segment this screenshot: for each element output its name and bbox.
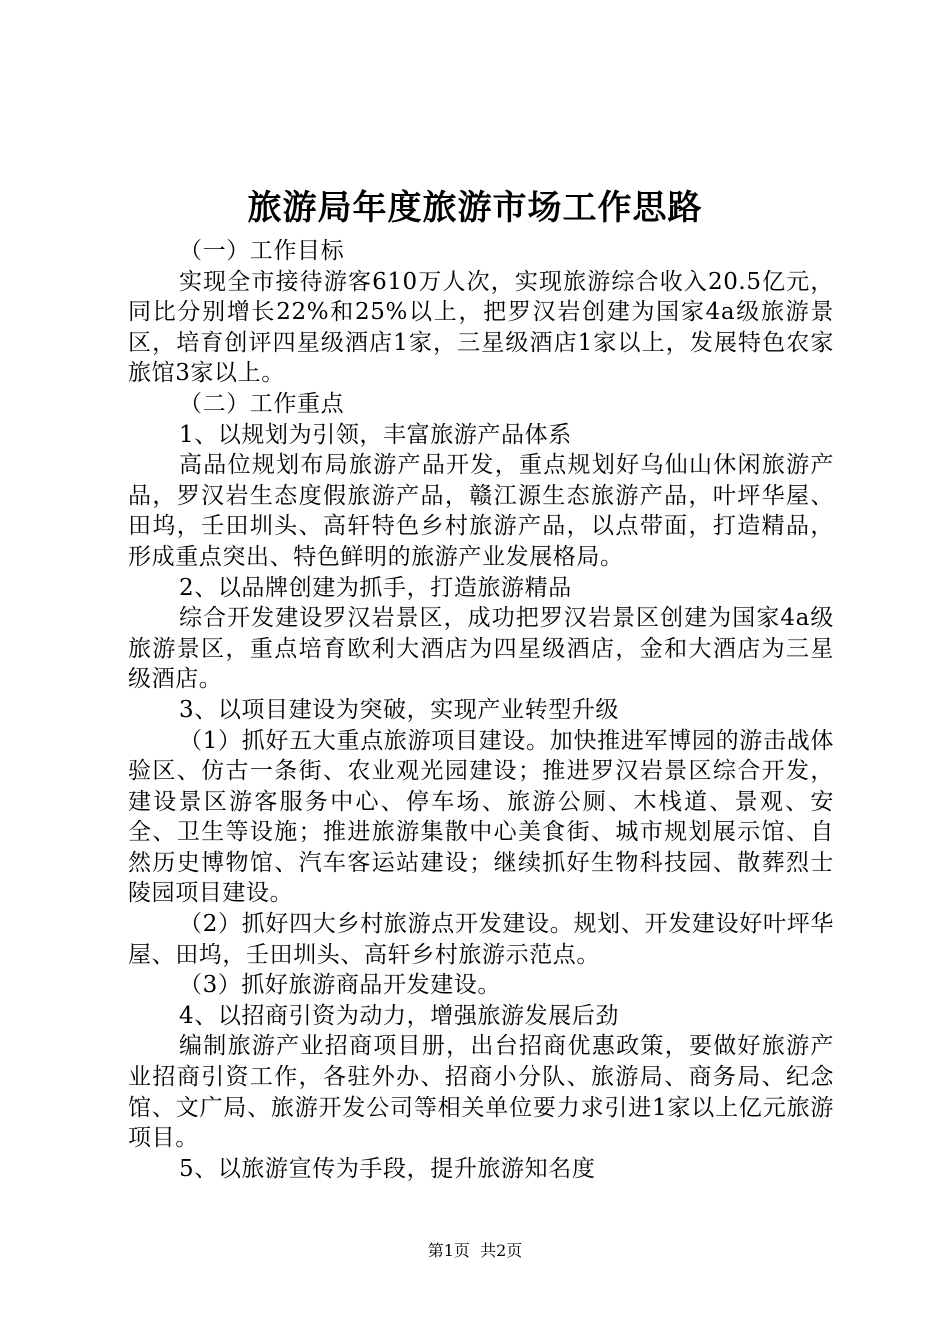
- paragraph: 实现全市接待游客610万人次，实现旅游综合收入20.5亿元，同比分别增长22%和25%以上，把罗汉岩创建为国家4a级旅游景区，培育创评四星级酒店1家，三星级酒店1家以上，发展特色农家旅馆3家以上。: [128, 268, 834, 387]
- paragraph: 综合开发建设罗汉岩景区，成功把罗汉岩景区创建为国家4a级旅游景区，重点培育欧利大酒店为四星级酒店，金和大酒店为三星级酒店。: [128, 605, 834, 693]
- subsection-heading: 1、以规划为引领，丰富旅游产品体系: [179, 421, 572, 448]
- subsection-heading: 4、以招商引资为动力，增强旅游发展后劲: [179, 1002, 620, 1029]
- subsection-heading: 3、以项目建设为突破，实现产业转型升级: [179, 696, 620, 723]
- document-body: [128, 236, 834, 1184]
- paragraph: （3）抓好旅游商品开发建设。: [179, 972, 502, 999]
- page-number: 第1页 共2页: [427, 1241, 523, 1260]
- paragraph: 编制旅游产业招商项目册，出台招商优惠政策，要做好旅游产业招商引资工作，各驻外办、招商小分队、旅游局、商务局、纪念馆、文广局、旅游开发公司等相关单位要力求引进1家以上亿元旅游项目。: [128, 1033, 834, 1152]
- subsection-heading: 5、以旅游宣传为手段，提升旅游知名度: [179, 1155, 596, 1182]
- page-footer: [0, 1240, 950, 1262]
- paragraph: 高品位规划布局旅游产品开发，重点规划好乌仙山休闲旅游产品，罗汉岩生态度假旅游产品，赣江源生态旅游产品，叶坪华屋、田坞，壬田圳头、高轩特色乡村旅游产品，以点带面，打造精品，形成重点突出、特色鲜明的旅游产业发展格局。: [128, 452, 834, 570]
- paragraph: （2）抓好四大乡村旅游点开发建设。规划、开发建设好叶坪华屋、田坞，壬田圳头、高轩乡村旅游示范点。: [128, 911, 834, 968]
- paragraph: （1）抓好五大重点旅游项目建设。加快推进军博园的游击战体验区、仿古一条街、农业观光园建设；推进罗汉岩景区综合开发，建设景区游客服务中心、停车场、旅游公厕、木栈道、景观、安全、卫生等设施；推进旅游集散中心美食街、城市规划展示馆、自然历史博物馆、汽车客运站建设；继续抓好生物科技园、散葬烈士陵园项目建设。: [128, 727, 834, 907]
- section-heading: （一）工作目标: [179, 238, 345, 264]
- document-title: 旅游局年度旅游市场工作思路: [247, 188, 703, 228]
- section-heading: （二）工作重点: [179, 390, 345, 417]
- subsection-heading: 2、以品牌创建为抓手，打造旅游精品: [179, 574, 572, 601]
